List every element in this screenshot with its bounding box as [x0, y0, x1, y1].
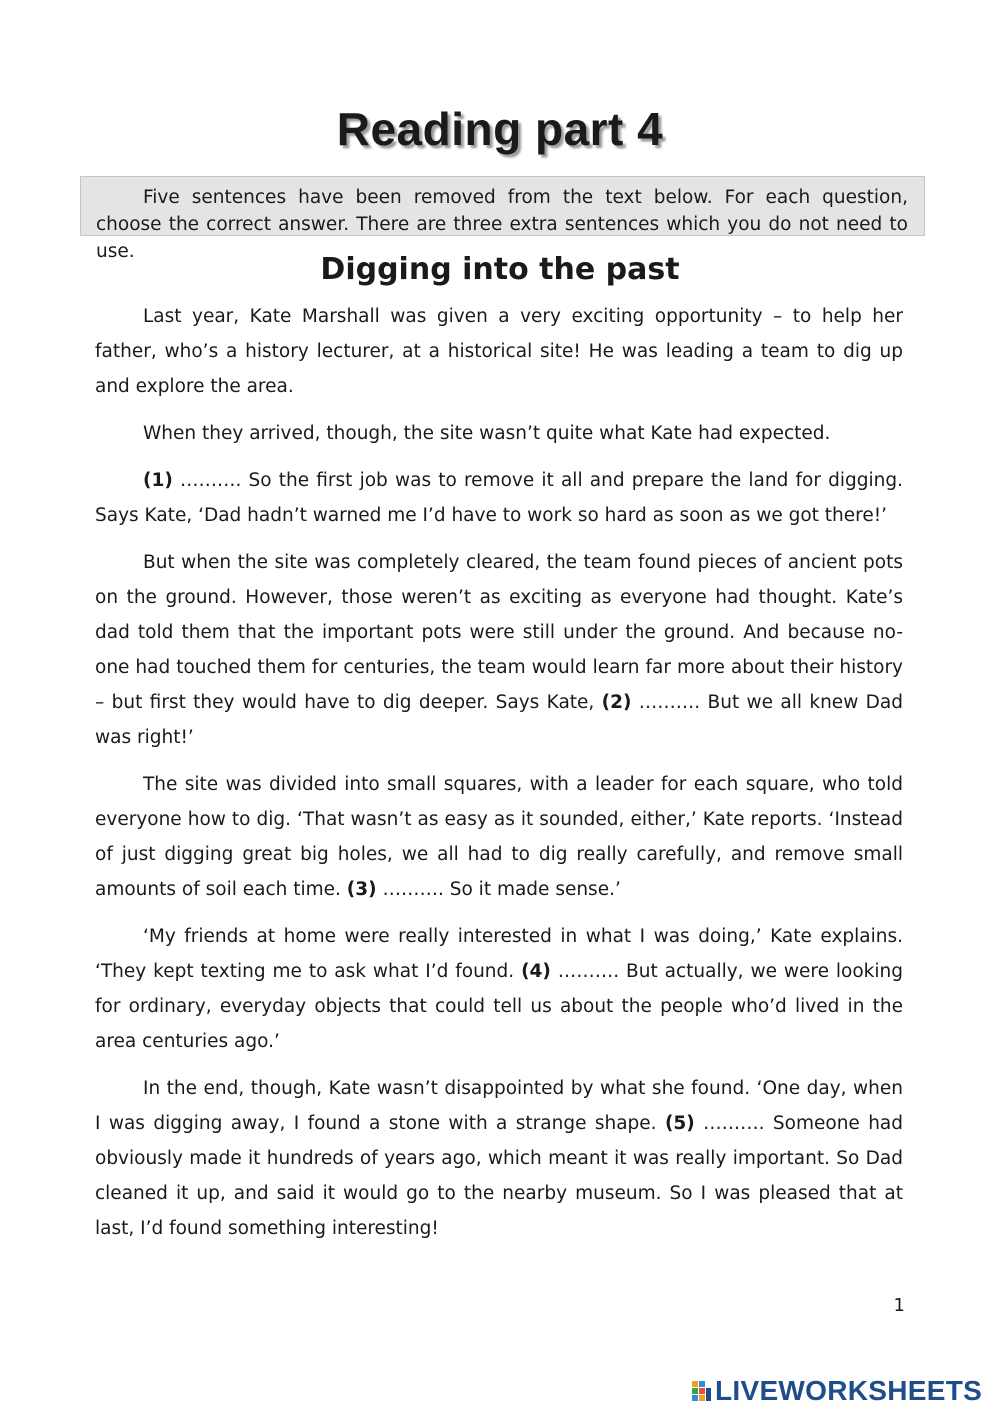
gap-5-number: (5) — [664, 1113, 695, 1134]
paragraph-1: Last year, Kate Marshall was given a very exciting opportunity – to help her father, who’s a history lecturer, at a historical site! He was leading a team to dig up and explore the area. — [95, 306, 903, 397]
paragraph-7 — [95, 1071, 903, 1246]
instructions-text: Five sentences have been removed from the text below. For each question, choose the correct answer. There are three extra sentences which you do not need to use. — [96, 187, 908, 262]
page-number: 1 — [893, 1295, 905, 1316]
paragraph-6 — [95, 919, 903, 1059]
paragraph-6-text-after: ………. But actually, we were looking for ordinary, everyday objects that could tell us about the people who’d lived in the area centuries ago.’ — [95, 961, 903, 1052]
paragraph-6-text-before: ‘My friends at home were really interested in what I was doing,’ Kate explains. ‘They kept texting me to ask what I’d found. — [95, 926, 903, 982]
gap-1-number: (1) — [143, 470, 173, 491]
liveworksheets-logo — [692, 1376, 982, 1406]
logo-text: LIVEWORKSHEETS — [715, 1375, 983, 1406]
page-title: Reading part 4 — [336, 103, 664, 155]
paragraph-3 — [95, 463, 903, 533]
paragraph-5-text-after: ………. So it made sense.’ — [376, 879, 621, 900]
gap-3-number: (3) — [346, 879, 377, 900]
paragraph-4-text-after: ………. But we all knew Dad was right!’ — [95, 692, 903, 748]
gap-2-number: (2) — [601, 692, 632, 713]
gap-4-number: (4) — [521, 961, 551, 982]
paragraph-7-text-before: In the end, though, Kate wasn’t disappointed by what she found. ‘One day, when I was digging away, I found a stone with a strange shape. — [95, 1078, 903, 1134]
paragraph-5 — [95, 767, 903, 907]
paragraph-5-text-before: The site was divided into small squares, with a leader for each square, who told everyone how to dig. ‘That wasn’t as easy as it sounded, either,’ Kate reports. ‘Instead of just digging great big holes, we all had to dig really carefully, and remove small amounts of soil each time. — [95, 774, 903, 900]
paragraph-4 — [95, 545, 903, 755]
article-body — [95, 299, 903, 1258]
paragraph-2: When they arrived, though, the site wasn’t quite what Kate had expected. — [143, 423, 831, 444]
paragraph-3-text: ………. So the first job was to remove it all and prepare the land for digging. Says Kate, ‘Dad hadn’t warned me I’d have to work so hard as soon as we got there!’ — [95, 470, 903, 526]
article-title: Digging into the past — [320, 252, 680, 287]
paragraph-7-text-after: ………. Someone had obviously made it hundreds of years ago, which meant it was really important. So Dad cleaned it up, and said it would go to the nearby museum. So I was pleased that at last, I’d found something interesting! — [95, 1113, 903, 1239]
instructions-box — [80, 176, 925, 262]
paragraph-4-text-before: But when the site was completely cleared, the team found pieces of ancient pots on the ground. However, those weren’t as exciting as everyone had thought. Kate’s dad told them that the important pots were still under the ground. And because no-one had touched them for centuries, the team would learn far more about their history – but first they would have to dig deeper. Says Kate, — [95, 552, 903, 713]
liveworksheets-logo-icon — [692, 1379, 712, 1403]
